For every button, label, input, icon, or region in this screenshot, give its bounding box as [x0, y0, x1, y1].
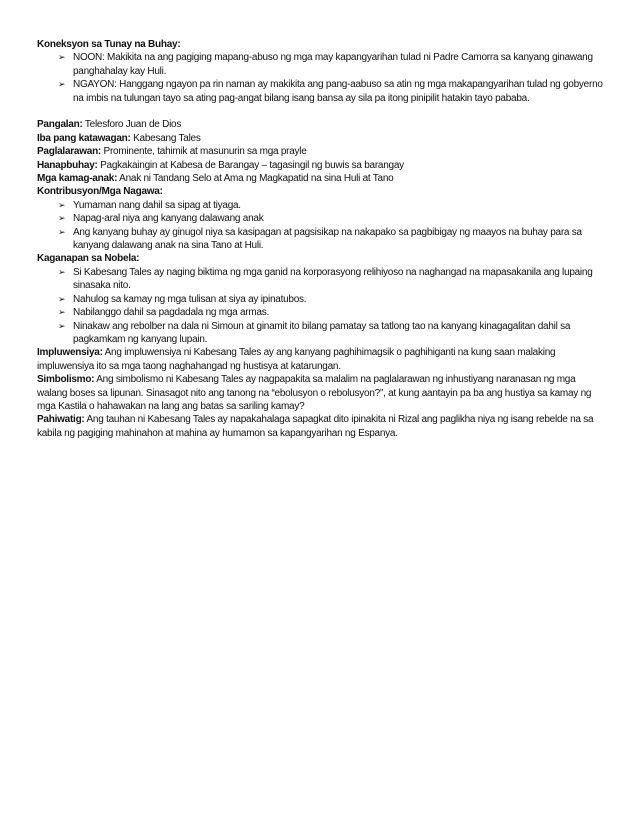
- koneksyon-list: [37, 51, 605, 105]
- pangalan-value: Telesforo Juan de Dios: [82, 119, 182, 131]
- impluwensiya-label: Impluwensiya:: [37, 347, 103, 359]
- iba-pang-katawagan-line: [37, 132, 605, 145]
- kaganapan-list: [37, 266, 605, 346]
- list-item: [37, 51, 605, 78]
- arrow-bullet-icon: ➢: [58, 266, 66, 277]
- hanapbuhay-line: [37, 159, 605, 172]
- list-item-text: Si Kabesang Tales ay naging biktima ng mga ganid na korporasyong relihiyoso na naghangad na mapasakanila ang lupaing sinasaka nito.: [73, 266, 593, 292]
- list-item-text: Nahulog sa kamay ng mga tulisan at siya ay ipinatubos.: [73, 293, 307, 305]
- list-item-text: Yumaman nang dahil sa sipag at tiyaga.: [73, 199, 241, 211]
- impluwensiya-paragraph: [37, 346, 605, 373]
- arrow-bullet-icon: ➢: [58, 293, 66, 304]
- paglalarawan-value: Prominente, tahimik at masunurin sa mga prayle: [101, 146, 307, 158]
- pangalan-line: [37, 118, 605, 131]
- arrow-bullet-icon: ➢: [58, 213, 66, 224]
- list-item-text: Ang kanyang buhay ay ginugol niya sa kasipagan at pagsisikap na nakapako sa pagbibigay ng maayos na buhay para sa kanyang dalawang anak na sina Tano at Huli.: [73, 226, 582, 252]
- pangalan-label: Pangalan:: [37, 119, 83, 131]
- mga-kamag-anak-line: [37, 172, 605, 185]
- arrow-bullet-icon: ➢: [58, 199, 66, 210]
- blank-line: [37, 105, 605, 118]
- iba-pang-katawagan-label: Iba pang katawagan:: [37, 132, 131, 144]
- arrow-bullet-icon: ➢: [58, 79, 66, 90]
- list-item: [37, 320, 605, 347]
- hanapbuhay-label: Hanapbuhay:: [37, 159, 98, 171]
- mga-kamag-anak-value: Anak ni Tandang Selo at Ama ng Magkapatid na sina Huli at Tano: [117, 173, 394, 185]
- list-item: [37, 266, 605, 293]
- koneksyon-heading: Koneksyon sa Tunay na Buhay:: [37, 39, 181, 50]
- impluwensiya-value: Ang impluwensiya ni Kabesang Tales ay ang kanyang paghihimagsik o paghihiganti na kung saan malaking impluwensiya ito sa mga taong naghahangad ng hustisya at katarungan.: [37, 347, 556, 372]
- simbolismo-label: Simbolismo:: [37, 374, 95, 386]
- mga-kamag-anak-label: Mga kamag-anak:: [37, 173, 118, 185]
- pahiwatig-value: Ang tauhan ni Kabesang Tales ay napakahalaga sapagkat dito ipinakita ni Rizal ang paglikha niya ng isang rebelde na sa kabila ng pagiging mahinahon at mahina ay humamon sa kapangyarihan ng Espanya.: [37, 414, 594, 439]
- list-item-text: Ninakaw ang rebolber na dala ni Simoun at ginamit ito bilang pamatay sa tatlong tao na kanyang kinagagalitan dahil sa pagkamkam ng kanyang lupain.: [73, 320, 571, 345]
- arrow-bullet-icon: ➢: [58, 226, 66, 237]
- paglalarawan-label: Paglalarawan:: [37, 146, 102, 158]
- pahiwatig-paragraph: [37, 413, 605, 440]
- simbolismo-paragraph: [37, 373, 605, 413]
- simbolismo-value: Ang simbolismo ni Kabesang Tales ay nagpapakita sa malalim na paglalarawan ng inhustiyang naranasan ng mga walang boses sa lipunan. Sinasagot nito ang tanong na “ebolusyon o rebolusyon?”, at kung aantayin pa ba ang hustiya sa kamay ng mga Kastila o hahawakan na lang ang batas sa sariling kamay?: [37, 374, 592, 412]
- kontribusyon-heading: Kontribusyon/Mga Nagawa:: [37, 186, 163, 198]
- document-page: [37, 38, 605, 440]
- list-item-text: NOON: Makikita na ang pagiging mapang-abuso ng mga may kapangyarihan tulad ni Padre Camorra sa kanyang ginawang panghahalay kay Huli.: [73, 52, 593, 77]
- paglalarawan-line: [37, 145, 605, 158]
- list-item-text: Napag-aral niya ang kanyang dalawang anak: [73, 213, 264, 225]
- arrow-bullet-icon: ➢: [58, 307, 66, 318]
- list-item: [37, 226, 605, 253]
- list-item: [37, 306, 605, 319]
- arrow-bullet-icon: ➢: [58, 52, 66, 63]
- kontribusyon-list: [37, 199, 605, 253]
- list-item: [37, 212, 605, 225]
- pahiwatig-label: Pahiwatig:: [37, 414, 85, 426]
- list-item: [37, 78, 605, 105]
- kaganapan-heading: Kaganapan sa Nobela:: [37, 253, 140, 265]
- list-item: [37, 293, 605, 306]
- arrow-bullet-icon: ➢: [58, 320, 66, 331]
- iba-pang-katawagan-value: Kabesang Tales: [130, 132, 201, 144]
- list-item: [37, 199, 605, 212]
- hanapbuhay-value: Pagkakaingin at Kabesa de Barangay – tagasingil ng buwis sa barangay: [97, 159, 404, 171]
- list-item-text: Nabilanggo dahil sa pagdadala ng mga armas.: [73, 307, 270, 319]
- list-item-text: NGAYON: Hanggang ngayon pa rin naman ay makikita ang pang-aabuso sa atin ng mga makapangyarihan tulad ng gobyerno na imbis na tulungan tayo sa ating pag-angat bilang isang bansa ay sila pa itong pinipilit hatakin tayo pababa.: [73, 79, 603, 104]
